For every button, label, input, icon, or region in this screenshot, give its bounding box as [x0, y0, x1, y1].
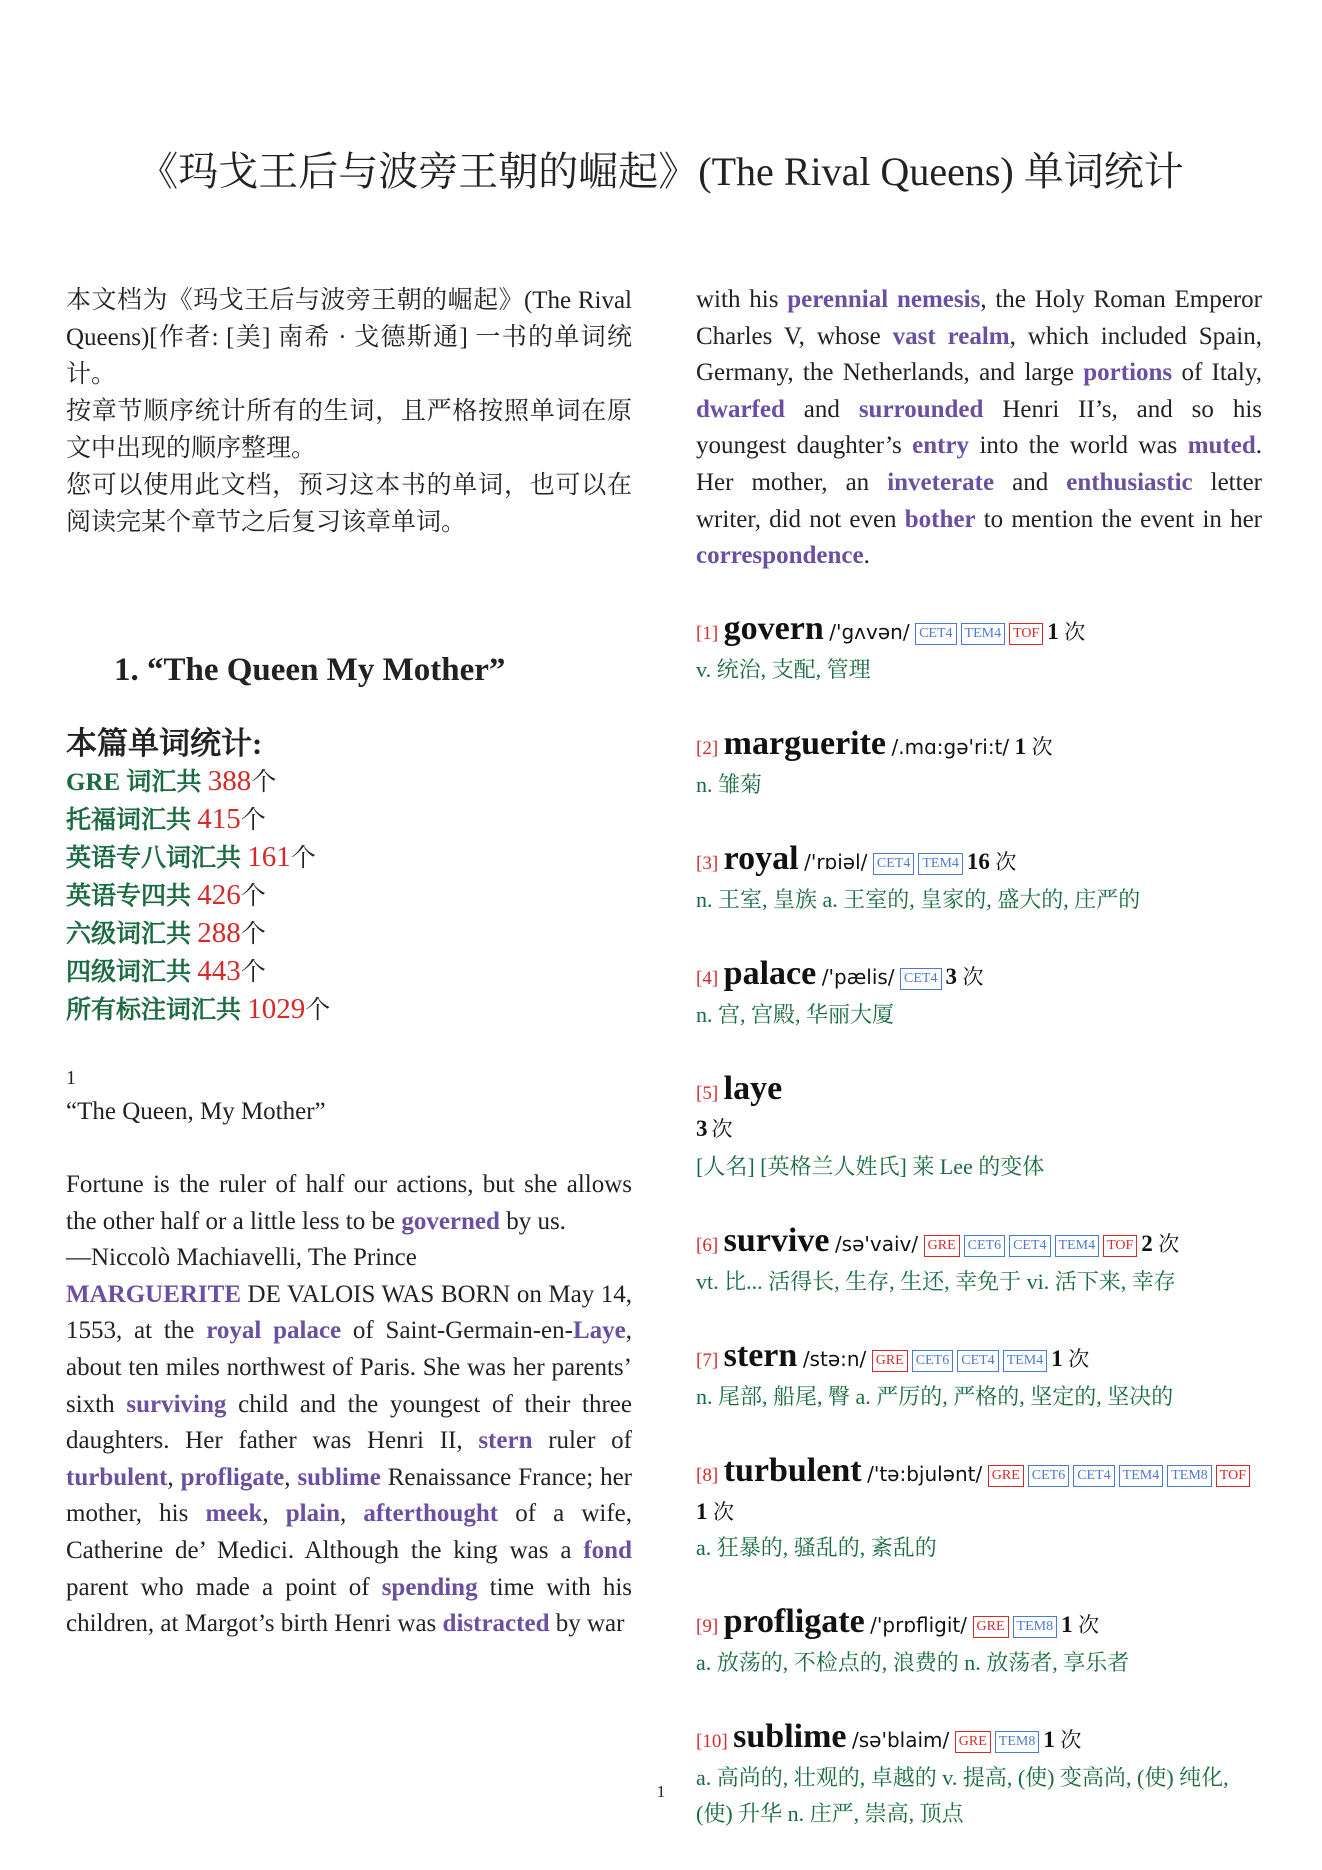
passage-text: of a wife, Catherine de’ Medici. Although the king was a — [66, 1500, 633, 1564]
highlighted-word: surviving — [126, 1390, 227, 1418]
entry-definition: v. 统治, 支配, 管理 — [696, 656, 871, 682]
passage-text: into the world was — [969, 432, 1188, 460]
stat-unit: 个 — [251, 769, 277, 796]
stat-unit: 个 — [240, 883, 266, 910]
passage-paragraph — [696, 282, 1262, 575]
entry-phonetic: /.mɑ:gə'ri:t/ — [891, 734, 1010, 759]
passage-text: with his — [696, 286, 788, 313]
entry-word: palace — [723, 954, 817, 992]
stat-value: 426 — [197, 879, 241, 911]
entry-count — [1047, 619, 1085, 644]
exam-tag: TEM4 — [918, 853, 963, 875]
vocab-entry-header — [696, 1338, 1262, 1379]
exam-tag: CET4 — [900, 968, 941, 990]
passage-text: ruler of — [532, 1427, 632, 1455]
exam-tag: GRE — [955, 1731, 991, 1753]
vocab-entry — [696, 1223, 1262, 1300]
entry-count-value: 3 — [696, 1115, 708, 1141]
entry-count — [1051, 1346, 1089, 1371]
stat-value: 443 — [197, 955, 241, 987]
entry-count — [946, 964, 984, 989]
vocab-entry — [696, 841, 1262, 918]
highlighted-word: Laye — [572, 1317, 626, 1345]
exam-tag: CET4 — [915, 623, 956, 645]
passage-text: —Niccolò Machiavelli, The Prince — [66, 1244, 417, 1272]
exam-tag: CET6 — [912, 1350, 953, 1372]
intro-paragraph: 本文档为《玛戈王后与波旁王朝的崛起》(The Rival Queens)[作者: [美] 南希 · 戈德斯通] 一书的单词统计。 — [66, 287, 632, 388]
entry-count-value: 1 — [1043, 1726, 1055, 1752]
exam-tag: GRE — [973, 1616, 1009, 1638]
entry-phonetic: /'rɒiəl/ — [804, 849, 868, 874]
passage-text: parent who made a point of — [66, 1573, 382, 1601]
highlighted-word: bother — [904, 505, 976, 533]
entry-word: laye — [723, 1069, 783, 1107]
highlighted-word: meek — [205, 1500, 263, 1528]
entry-count-unit: 次 — [995, 849, 1017, 874]
vocab-entry — [696, 1338, 1262, 1415]
entry-count-value: 1 — [1051, 1345, 1063, 1371]
stat-line — [66, 877, 632, 915]
vocab-entry-header — [696, 1453, 1262, 1530]
stat-unit: 个 — [240, 807, 266, 834]
exam-tag: TOF — [1009, 623, 1043, 645]
entry-definition: a. 放荡的, 不检点的, 浪费的 n. 放荡者, 享乐者 — [696, 1649, 1130, 1675]
stat-unit: 个 — [240, 921, 266, 948]
entry-word: stern — [723, 1336, 798, 1374]
vocab-entry-header — [696, 841, 1262, 882]
vocab-entry-header — [696, 1071, 1262, 1112]
passage-text: Renaissance France; her mother, his — [66, 1463, 632, 1528]
highlighted-word: stern — [478, 1427, 533, 1455]
entry-phonetic: /sə'vaiv/ — [834, 1231, 919, 1256]
vocab-entry — [696, 1719, 1262, 1832]
passage-text: of Saint-Germain-en- — [341, 1317, 573, 1345]
chapter-number: 1 — [66, 1067, 76, 1089]
entry-count — [696, 1499, 734, 1524]
entry-index: [4] — [696, 967, 719, 989]
highlighted-word: MARGUERITE — [66, 1280, 242, 1308]
highlighted-word: royal — [206, 1317, 262, 1345]
passage-text: child and the youngest of their three daughters. Her father was Henri II, — [66, 1390, 633, 1455]
entry-definition: vt. 比... 活得长, 生存, 生还, 幸免于 vi. 活下来, 幸存 — [696, 1268, 1176, 1294]
entry-definition: a. 狂暴的, 骚乱的, 紊乱的 — [696, 1534, 937, 1560]
entry-phonetic: /'gʌvən/ — [829, 619, 910, 644]
stat-line — [66, 839, 632, 877]
stat-label: 四级词汇共 — [66, 959, 192, 986]
entry-word: survive — [723, 1221, 830, 1259]
stat-line — [66, 953, 632, 991]
highlighted-word: inveterate — [887, 468, 995, 496]
exam-tag: CET6 — [964, 1235, 1005, 1257]
passage-text: , the Holy Roman Emperor Charles V, whose — [696, 286, 1262, 350]
highlighted-word: distracted — [442, 1610, 550, 1638]
passage-text: time with his children, at Margot’s birth Henri was — [66, 1573, 632, 1638]
stat-label: 六级词汇共 — [66, 921, 192, 948]
passage-text: and — [994, 468, 1067, 496]
highlighted-word: muted — [1187, 432, 1256, 460]
passage-text: of Italy, — [1172, 359, 1262, 387]
stat-line — [66, 763, 632, 801]
passage-text: , — [167, 1463, 181, 1491]
vocab-entry-header — [696, 1719, 1262, 1760]
passage-text: letter writer, did not even — [696, 468, 1262, 533]
exam-tag: TOF — [1103, 1235, 1137, 1257]
entry-definition: a. 高尚的, 壮观的, 卓越的 v. 提高, (使) 变高尚, (使) 纯化, (使) 升华 n. 庄严, 崇高, 顶点 — [696, 1764, 1229, 1826]
entry-word: turbulent — [723, 1451, 862, 1489]
entry-count-unit: 次 — [1078, 1612, 1100, 1637]
entry-index: [5] — [696, 1082, 719, 1104]
highlighted-word: plain — [285, 1500, 340, 1528]
entry-definition: n. 王室, 皇族 a. 王室的, 皇家的, 盛大的, 庄严的 — [696, 886, 1141, 912]
highlighted-word: dwarfed — [696, 395, 785, 423]
entry-count-value: 1 — [696, 1498, 708, 1524]
entry-count-unit: 次 — [1158, 1231, 1180, 1256]
stats-list — [66, 763, 632, 1029]
stat-line — [66, 991, 632, 1029]
chapter-subtitle: “The Queen, My Mother” — [66, 1098, 326, 1125]
passage-text: , about ten miles northwest of Paris. She was her parents’ sixth — [66, 1317, 632, 1418]
exam-tag: GRE — [924, 1235, 960, 1257]
stat-label: 所有标注词汇共 — [66, 997, 242, 1024]
entry-index: [8] — [696, 1464, 719, 1486]
highlighted-word: perennial nemesis — [787, 286, 981, 313]
entry-count-value: 3 — [945, 963, 957, 989]
exam-tag: CET4 — [957, 1350, 998, 1372]
passage-paragraph — [66, 1167, 632, 1643]
passage-left — [66, 1167, 632, 1643]
entry-count-unit: 次 — [1031, 734, 1053, 759]
vocab-entry — [696, 611, 1262, 688]
entry-count — [1061, 1612, 1099, 1637]
exam-tag: TEM4 — [1003, 1350, 1048, 1372]
passage-text: , — [339, 1500, 364, 1528]
passage-text: , — [262, 1500, 286, 1528]
highlighted-word: sublime — [297, 1463, 381, 1491]
entry-index: [1] — [696, 622, 719, 644]
passage-text: by war — [549, 1610, 625, 1638]
exam-tag: TEM4 — [1055, 1235, 1100, 1257]
exam-tag: TEM4 — [961, 623, 1006, 645]
highlighted-word: vast realm — [892, 322, 1010, 350]
entry-count — [1141, 1231, 1179, 1256]
passage-text: by us. — [499, 1207, 566, 1235]
right-column — [696, 282, 1262, 1832]
vocab-entry — [696, 1453, 1262, 1566]
entry-definition: n. 宫, 宫殿, 华丽大厦 — [696, 1001, 895, 1027]
stat-line — [66, 801, 632, 839]
passage-text: . — [863, 542, 870, 570]
highlighted-word: afterthought — [363, 1500, 499, 1528]
exam-tag: TEM4 — [1119, 1465, 1164, 1487]
exam-tag: CET6 — [1028, 1465, 1069, 1487]
entry-count — [1015, 734, 1053, 759]
vocab-entry-header — [696, 1604, 1262, 1645]
passage-text: . Her mother, an — [696, 432, 1262, 496]
stat-value: 161 — [247, 841, 291, 873]
highlighted-word: fond — [583, 1536, 632, 1564]
entry-count-unit: 次 — [713, 1499, 734, 1524]
entry-index: [2] — [696, 737, 719, 759]
entry-count-value: 2 — [1141, 1230, 1153, 1256]
stat-value: 288 — [197, 917, 241, 949]
intro-paragraph: 按章节顺序统计所有的生词，且严格按照单词在原文中出现的顺序整理。 — [66, 398, 632, 462]
exam-tag: TEM8 — [1013, 1616, 1058, 1638]
passage-text: Fortune is the ruler of half our actions, but she allows the other half or a little less to be — [66, 1171, 632, 1235]
entry-word: govern — [723, 609, 824, 647]
vocab-entry-list — [696, 611, 1262, 1832]
entry-index: [7] — [696, 1349, 719, 1371]
entry-count-value: 1 — [1061, 1611, 1073, 1637]
left-column — [66, 282, 632, 1643]
entry-index: [3] — [696, 852, 719, 874]
stat-value: 1029 — [247, 993, 306, 1025]
entry-definition: [人名] [英格兰人姓氏] 莱 Lee 的变体 — [696, 1153, 1045, 1179]
entry-phonetic: /sə'blaim/ — [852, 1727, 950, 1752]
entry-index: [10] — [696, 1730, 728, 1752]
stat-unit: 个 — [290, 845, 316, 872]
exam-tag: CET4 — [1009, 1235, 1050, 1257]
exam-tag: GRE — [872, 1350, 908, 1372]
highlighted-word: correspondence — [696, 542, 864, 570]
entry-count-unit: 次 — [1060, 1727, 1082, 1752]
entry-definition: n. 雏菊 — [696, 771, 763, 797]
entry-count-unit: 次 — [711, 1116, 733, 1141]
entry-definition: n. 尾部, 船尾, 臀 a. 严厉的, 严格的, 坚定的, 坚决的 — [696, 1383, 1174, 1409]
passage-text: DE VALOIS WAS BORN on May 14, 1553, at the — [66, 1280, 632, 1345]
exam-tag: TEM8 — [995, 1731, 1040, 1753]
exam-tag: TEM8 — [1167, 1465, 1212, 1487]
highlighted-word: portions — [1083, 359, 1173, 387]
stat-label: 英语专八词汇共 — [66, 845, 242, 872]
passage-text: , which included Spain, Germany, the Netherlands, and large — [696, 322, 1262, 387]
stat-unit: 个 — [305, 997, 331, 1024]
passage-text — [261, 1317, 273, 1344]
highlighted-word: enthusiastic — [1066, 468, 1193, 496]
entry-count-unit: 次 — [962, 964, 984, 989]
entry-word: royal — [723, 839, 799, 877]
stats-title: 本篇单词统计: — [66, 726, 263, 761]
highlighted-word: entry — [912, 432, 970, 460]
entry-count — [1043, 1727, 1081, 1752]
stat-unit: 个 — [240, 959, 266, 986]
stat-label: 英语专四共 — [66, 883, 192, 910]
entry-count-unit: 次 — [1068, 1346, 1090, 1371]
entry-count-value: 1 — [1047, 618, 1059, 644]
vocab-entry — [696, 1604, 1262, 1681]
chapter-heading: 1. “The Queen My Mother” — [114, 652, 506, 688]
exam-tag: CET4 — [1073, 1465, 1114, 1487]
stat-label: GRE 词汇共 — [66, 769, 202, 796]
stat-line — [66, 915, 632, 953]
vocab-entry-header — [696, 611, 1262, 652]
highlighted-word: palace — [273, 1317, 342, 1345]
entry-count-unit: 次 — [1064, 619, 1086, 644]
passage-text: Henri II’s, and so his youngest daughter’s — [696, 395, 1262, 460]
passage-text: , — [284, 1463, 298, 1491]
document-title: 《玛戈王后与波旁王朝的崛起》(The Rival Queens) 单词统计 — [138, 149, 1184, 194]
highlighted-word: spending — [381, 1573, 478, 1601]
highlighted-word: turbulent — [66, 1463, 168, 1491]
entry-phonetic: /'tə:bjulənt/ — [867, 1461, 983, 1486]
stat-label: 托福词汇共 — [66, 807, 192, 834]
passage-text: and — [784, 395, 859, 423]
entry-count-value: 16 — [966, 848, 990, 874]
entry-count-value: 1 — [1014, 733, 1027, 759]
vocab-entry-header — [696, 1223, 1262, 1264]
passage-text: to mention the event in her — [975, 505, 1262, 533]
intro-paragraph: 您可以使用此文档，预习这本书的单词，也可以在阅读完某个章节之后复习该章单词。 — [66, 472, 632, 536]
entry-word: marguerite — [723, 724, 887, 762]
entry-word: sublime — [733, 1717, 847, 1755]
intro — [66, 282, 632, 541]
stat-value: 388 — [207, 765, 252, 797]
passage-right — [696, 282, 1262, 575]
exam-tag: GRE — [988, 1465, 1024, 1487]
vocab-entry — [696, 726, 1262, 803]
vocab-entry-header — [696, 956, 1262, 997]
entry-index: [6] — [696, 1234, 719, 1256]
entry-phonetic: /'prɒfligit/ — [870, 1612, 968, 1637]
entry-count — [696, 1112, 1262, 1149]
exam-tag: TOF — [1216, 1465, 1250, 1487]
highlighted-word: governed — [401, 1207, 500, 1235]
entry-index: [9] — [696, 1615, 719, 1637]
vocab-entry-header — [696, 726, 1262, 767]
highlighted-word: surrounded — [858, 395, 984, 423]
entry-phonetic: /'pælis/ — [821, 964, 895, 989]
vocab-entry — [696, 1071, 1262, 1185]
exam-tag: CET4 — [873, 853, 914, 875]
highlighted-word: profligate — [180, 1463, 285, 1491]
vocab-entry — [696, 956, 1262, 1033]
entry-word: profligate — [723, 1602, 865, 1640]
page-number: 1 — [656, 1782, 666, 1801]
stat-value: 415 — [197, 803, 241, 835]
entry-count — [967, 849, 1017, 874]
entry-phonetic: /stə:n/ — [802, 1346, 867, 1371]
